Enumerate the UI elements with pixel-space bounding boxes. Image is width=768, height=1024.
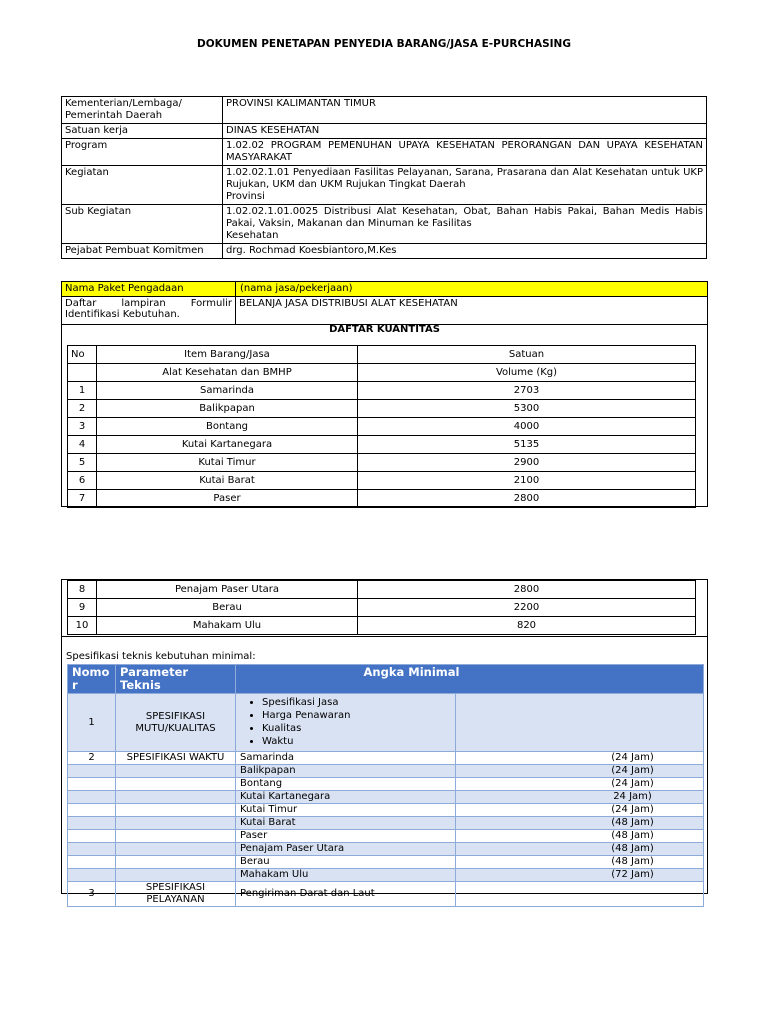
spec-param: SPESIFIKASI WAKTU [116, 752, 236, 765]
spec-time: (48 Jam) [456, 856, 704, 869]
spec-loc: Kutai Timur [236, 804, 456, 817]
list-item: • Kualitas [262, 722, 451, 735]
spec-row-waktu [68, 817, 704, 830]
table-row [68, 454, 696, 472]
row-no: 3 [68, 418, 97, 436]
row-no: 4 [68, 436, 97, 454]
spec-table [67, 664, 704, 907]
subheader-item: Alat Kesehatan dan BMHP [97, 364, 358, 382]
paket-name-row [62, 282, 707, 297]
info-value-text: Provinsi [226, 191, 265, 202]
spec-time: 24 Jam) [456, 791, 704, 804]
row-item: Kutai Kartanegara [97, 436, 358, 454]
spec-header-row [68, 665, 704, 694]
spec-loc: Balikpapan [236, 765, 456, 778]
row-volume: 2703 [358, 382, 696, 400]
spec-time: (48 Jam) [456, 817, 704, 830]
spec-header-angka: Angka Minimal [236, 665, 704, 694]
row-no: 1 [68, 382, 97, 400]
table-row [68, 472, 696, 490]
paket-name-value: (nama jasa/pekerjaan) [240, 283, 353, 294]
row-no: 5 [68, 454, 97, 472]
list-item: • Harga Penawaran [262, 709, 451, 722]
spec-loc: Penajam Paser Utara [236, 843, 456, 856]
spec-row-waktu [68, 856, 704, 869]
spec-loc: Mahakam Ulu [236, 869, 456, 882]
row-no: 8 [68, 581, 97, 599]
spec-row-waktu [68, 804, 704, 817]
table-header-row [68, 346, 696, 364]
table-row [68, 418, 696, 436]
info-label: Satuan kerja [62, 124, 223, 139]
spec-row-waktu [68, 752, 704, 765]
spec-row-waktu [68, 791, 704, 804]
info-label: Pejabat Pembuat Komitmen [62, 244, 223, 259]
row-item: Samarinda [97, 382, 358, 400]
table-row [68, 581, 696, 599]
row-item: Kutai Barat [97, 472, 358, 490]
spec-param-text: SPESIFIKASI [145, 710, 206, 722]
spec-row-waktu [68, 843, 704, 856]
info-row [62, 205, 707, 244]
info-label: Kegiatan [62, 166, 223, 205]
info-value: PROVINSI KALIMANTAN TIMUR [223, 97, 707, 124]
spec-param [116, 694, 236, 752]
info-row [62, 139, 707, 166]
row-item: Berau [97, 599, 358, 617]
row-volume: 2900 [358, 454, 696, 472]
info-value: DINAS KESEHATAN [223, 124, 707, 139]
spec-param-text: MUTU/KUALITAS [135, 722, 216, 734]
info-value-text: 1.02.02.1.01 Penyediaan Fasilitas Pelayanan, Sarana, Prasarana dan Alat Kesehatan untuk UKP Rujukan, UKM dan UKM Rujukan Tingkat Daerah [226, 167, 703, 190]
row-volume: 5135 [358, 436, 696, 454]
list-item: • Spesifikasi Jasa [262, 696, 451, 709]
row-volume: 820 [358, 617, 696, 635]
info-row [62, 97, 707, 124]
spec-no: 3 [68, 882, 116, 907]
spec-intro: Spesifikasi teknis kebutuhan minimal: [66, 651, 256, 662]
info-row [62, 166, 707, 205]
document-title: DOKUMEN PENETAPAN PENYEDIA BARANG/JASA E-PURCHASING [197, 38, 571, 50]
spec-row-waktu [68, 778, 704, 791]
daftar-kuantitas-title: DAFTAR KUANTITAS [329, 324, 440, 335]
spec-param-text: PELAYANAN [146, 894, 205, 905]
spec-loc: Bontang [236, 778, 456, 791]
row-item: Paser [97, 490, 358, 508]
row-item: Kutai Timur [97, 454, 358, 472]
row-volume: 2800 [358, 490, 696, 508]
quantity-table-continued [67, 580, 696, 635]
spec-time: (48 Jam) [456, 843, 704, 856]
row-no: 6 [68, 472, 97, 490]
spec-mutu-list [236, 694, 456, 752]
subheader-satuan: Volume (Kg) [358, 364, 696, 382]
spec-time: (24 Jam) [456, 778, 704, 791]
table-row [68, 599, 696, 617]
spec-no: 1 [68, 694, 116, 752]
spec-row-waktu [68, 869, 704, 882]
spec-loc: Paser [236, 830, 456, 843]
row-volume: 2200 [358, 599, 696, 617]
spec-no: 2 [68, 752, 116, 765]
row-no: 10 [68, 617, 97, 635]
row-no: 9 [68, 599, 97, 617]
spec-loc: Berau [236, 856, 456, 869]
header-satuan: Satuan [358, 346, 696, 364]
table-row [68, 400, 696, 418]
quantity-table [67, 345, 696, 508]
header-item: Item Barang/Jasa [97, 346, 358, 364]
info-value [223, 205, 707, 244]
info-value [223, 166, 707, 205]
paket-lampiran-value: BELANJA JASA DISTRIBUSI ALAT KESEHATAN [239, 298, 458, 309]
spec-param-text: SPESIFIKASI [145, 882, 206, 893]
table-row [68, 382, 696, 400]
spec-loc: Samarinda [236, 752, 456, 765]
spec-header-param: Parameter Teknis [116, 665, 236, 694]
row-volume: 4000 [358, 418, 696, 436]
spec-time: (48 Jam) [456, 830, 704, 843]
row-item: Bontang [97, 418, 358, 436]
info-value: 1.02.02 PROGRAM PEMENUHAN UPAYA KESEHATAN PERORANGAN DAN UPAYA KESEHATAN MASYARAKAT [223, 139, 707, 166]
row-volume: 5300 [358, 400, 696, 418]
info-value: drg. Rochmad Koesbiantoro,M.Kes [223, 244, 707, 259]
info-row [62, 244, 707, 259]
list-item: • Waktu [262, 735, 451, 748]
continuation-section [61, 579, 708, 905]
spec-time: (24 Jam) [456, 765, 704, 778]
table-row [68, 436, 696, 454]
spec-loc: Kutai Kartanegara [236, 791, 456, 804]
header-no: No [68, 346, 97, 364]
row-no: 2 [68, 400, 97, 418]
paket-section [61, 281, 708, 507]
spec-time: (24 Jam) [456, 804, 704, 817]
row-item: Mahakam Ulu [97, 617, 358, 635]
paket-lampiran-row [62, 297, 707, 324]
row-item: Balikpapan [97, 400, 358, 418]
row-no: 7 [68, 490, 97, 508]
row-volume: 2100 [358, 472, 696, 490]
spec-header-no [68, 665, 116, 694]
spec-loc: Kutai Barat [236, 817, 456, 830]
spec-row-waktu [68, 830, 704, 843]
info-table [61, 96, 707, 259]
spec-pelayanan-value: Pengiriman Darat dan Laut [236, 882, 456, 907]
info-label: Sub Kegiatan [62, 205, 223, 244]
spec-row-waktu [68, 765, 704, 778]
spec-row-mutu [68, 694, 704, 752]
info-value-text: Kesehatan [226, 230, 279, 241]
table-row [68, 490, 696, 508]
paket-name-label: Nama Paket Pengadaan [62, 282, 236, 296]
spec-time: (24 Jam) [456, 752, 704, 765]
row-item: Penajam Paser Utara [97, 581, 358, 599]
info-value-text: 1.02.02.1.01.0025 Distribusi Alat Kesehatan, Obat, Bahan Habis Pakai, Bahan Medis Habis Pakai, Vaksin, Makanan dan Minuman ke Fasilitas [226, 206, 703, 229]
spec-header-no-text: r [72, 678, 78, 692]
spec-param [116, 882, 236, 907]
table-subheader-row [68, 364, 696, 382]
info-label: Kementerian/Lembaga/ Pemerintah Daerah [62, 97, 223, 124]
info-row [62, 124, 707, 139]
row-volume: 2800 [358, 581, 696, 599]
spec-time: (72 Jam) [456, 869, 704, 882]
spec-row-pelayanan [68, 882, 704, 907]
spec-header-no-text: Nomo [72, 665, 110, 679]
paket-lampiran-label: Daftar lampiran Formulir Identifikasi Kebutuhan. [62, 297, 236, 324]
table-row [68, 617, 696, 635]
info-label: Program [62, 139, 223, 166]
